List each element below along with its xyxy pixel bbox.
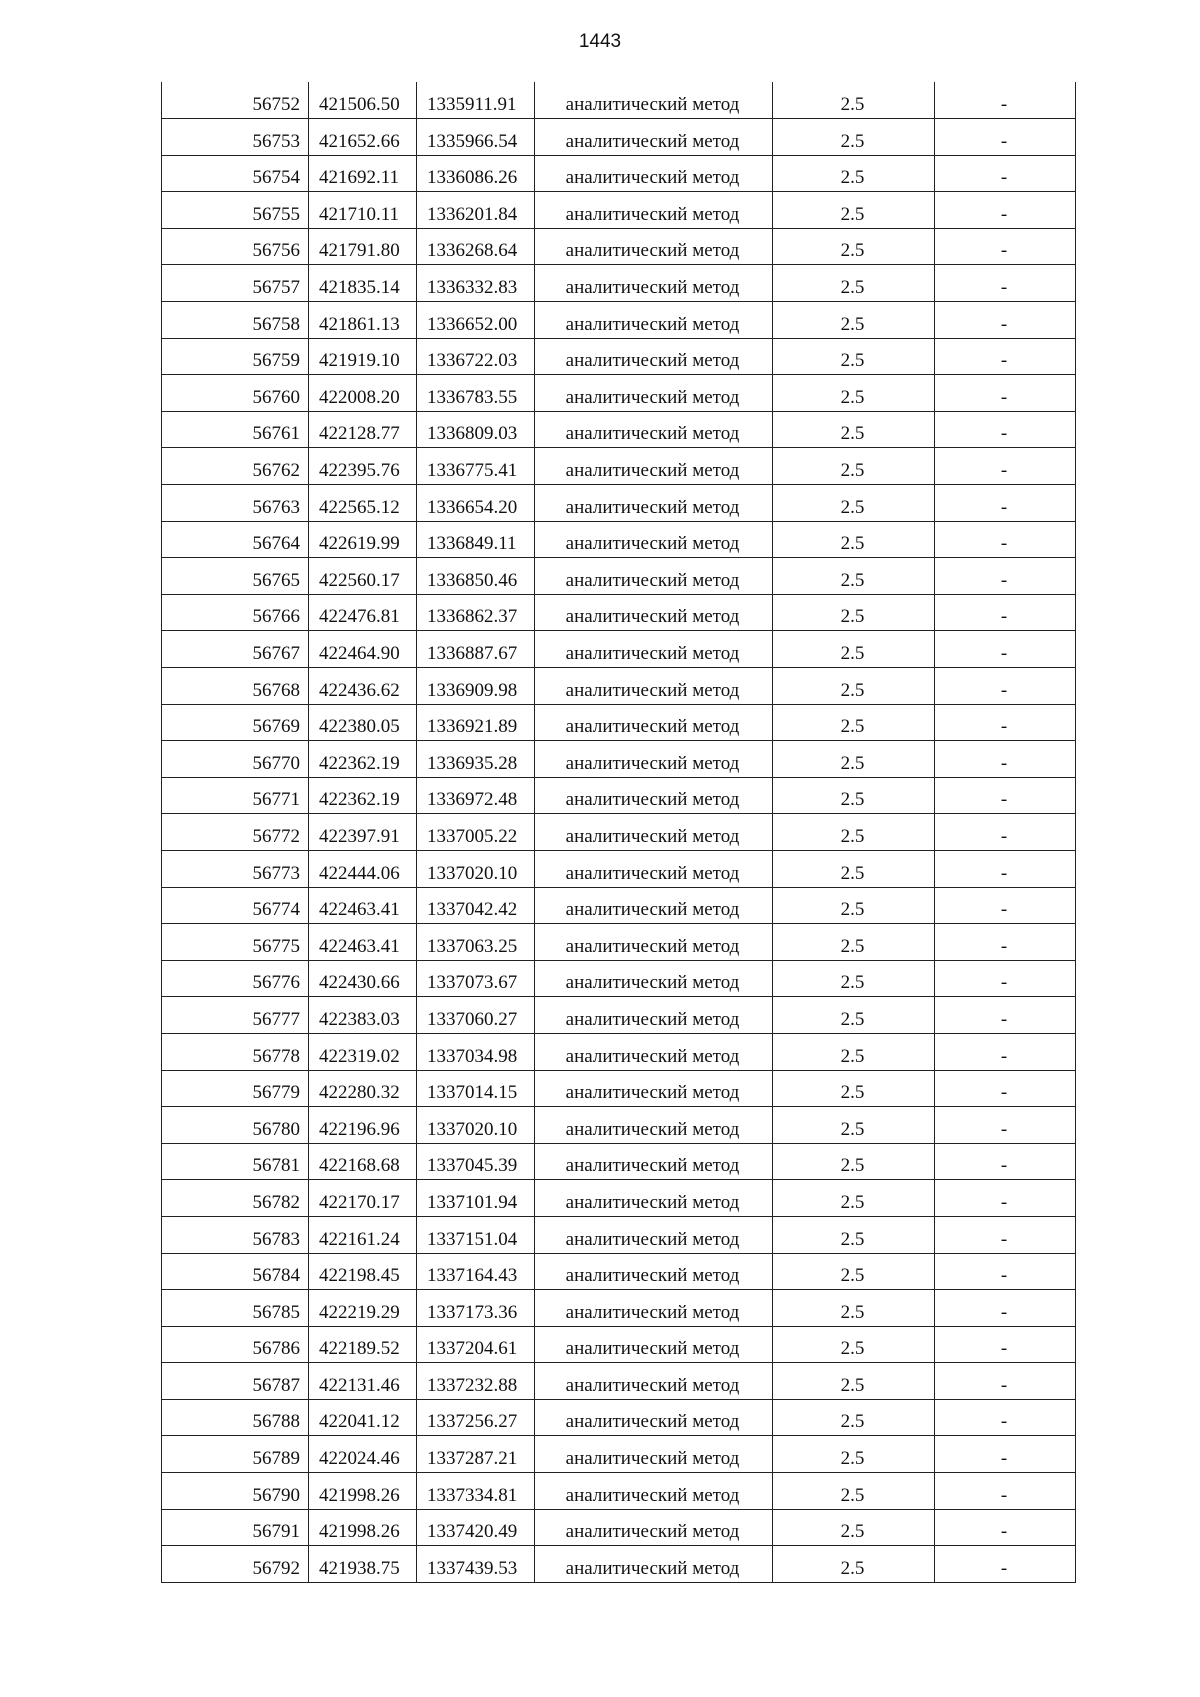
method-cell: аналитический метод [535, 594, 773, 631]
note-cell: - [935, 704, 1076, 741]
method-cell: аналитический метод [535, 1473, 773, 1510]
method-cell: аналитический метод [535, 1363, 773, 1400]
method-cell: аналитический метод [535, 155, 773, 192]
y-coordinate-cell: 1337014.15 [417, 1070, 535, 1107]
note-cell: - [935, 1326, 1076, 1363]
x-coordinate-cell: 422196.96 [309, 1107, 417, 1144]
accuracy-cell: 2.5 [773, 448, 935, 485]
point-number-cell: 56758 [162, 302, 309, 339]
x-coordinate-cell: 422008.20 [309, 375, 417, 412]
method-cell: аналитический метод [535, 375, 773, 412]
accuracy-cell: 2.5 [773, 1253, 935, 1290]
accuracy-cell: 2.5 [773, 668, 935, 705]
point-number-cell: 56765 [162, 558, 309, 595]
x-coordinate-cell: 422024.46 [309, 1436, 417, 1473]
y-coordinate-cell: 1337034.98 [417, 1033, 535, 1070]
method-cell: аналитический метод [535, 887, 773, 924]
method-cell: аналитический метод [535, 814, 773, 851]
accuracy-cell: 2.5 [773, 924, 935, 961]
note-cell: - [935, 1033, 1076, 1070]
method-cell: аналитический метод [535, 960, 773, 997]
y-coordinate-cell: 1337151.04 [417, 1216, 535, 1253]
accuracy-cell: 2.5 [773, 82, 935, 119]
point-number-cell: 56790 [162, 1473, 309, 1510]
table-row [162, 960, 1076, 997]
table-row [162, 1546, 1076, 1583]
note-cell: - [935, 155, 1076, 192]
table-row [162, 1180, 1076, 1217]
x-coordinate-cell: 422560.17 [309, 558, 417, 595]
method-cell: аналитический метод [535, 302, 773, 339]
accuracy-cell: 2.5 [773, 850, 935, 887]
point-number-cell: 56753 [162, 119, 309, 156]
x-coordinate-cell: 422219.29 [309, 1290, 417, 1327]
accuracy-cell: 2.5 [773, 411, 935, 448]
y-coordinate-cell: 1337020.10 [417, 1107, 535, 1144]
method-cell: аналитический метод [535, 1290, 773, 1327]
accuracy-cell: 2.5 [773, 814, 935, 851]
accuracy-cell: 2.5 [773, 1436, 935, 1473]
x-coordinate-cell: 422436.62 [309, 668, 417, 705]
table-row [162, 741, 1076, 778]
y-coordinate-cell: 1337045.39 [417, 1143, 535, 1180]
method-cell: аналитический метод [535, 1143, 773, 1180]
y-coordinate-cell: 1337101.94 [417, 1180, 535, 1217]
note-cell: - [935, 1509, 1076, 1546]
point-number-cell: 56761 [162, 411, 309, 448]
table-row [162, 375, 1076, 412]
point-number-cell: 56782 [162, 1180, 309, 1217]
table-row [162, 594, 1076, 631]
note-cell: - [935, 814, 1076, 851]
x-coordinate-cell: 422280.32 [309, 1070, 417, 1107]
method-cell: аналитический метод [535, 741, 773, 778]
method-cell: аналитический метод [535, 228, 773, 265]
point-number-cell: 56754 [162, 155, 309, 192]
method-cell: аналитический метод [535, 485, 773, 522]
x-coordinate-cell: 422362.19 [309, 741, 417, 778]
point-number-cell: 56772 [162, 814, 309, 851]
x-coordinate-cell: 422041.12 [309, 1399, 417, 1436]
x-coordinate-cell: 422463.41 [309, 924, 417, 961]
y-coordinate-cell: 1336201.84 [417, 192, 535, 229]
note-cell: - [935, 558, 1076, 595]
x-coordinate-cell: 421652.66 [309, 119, 417, 156]
y-coordinate-cell: 1337060.27 [417, 997, 535, 1034]
y-coordinate-cell: 1337063.25 [417, 924, 535, 961]
accuracy-cell: 2.5 [773, 302, 935, 339]
method-cell: аналитический метод [535, 192, 773, 229]
accuracy-cell: 2.5 [773, 1363, 935, 1400]
table-row [162, 1399, 1076, 1436]
y-coordinate-cell: 1337173.36 [417, 1290, 535, 1327]
y-coordinate-cell: 1336652.00 [417, 302, 535, 339]
x-coordinate-cell: 421791.80 [309, 228, 417, 265]
table-row [162, 1253, 1076, 1290]
note-cell: - [935, 338, 1076, 375]
accuracy-cell: 2.5 [773, 1033, 935, 1070]
x-coordinate-cell: 422444.06 [309, 850, 417, 887]
table-row [162, 338, 1076, 375]
note-cell: - [935, 777, 1076, 814]
note-cell: - [935, 1107, 1076, 1144]
y-coordinate-cell: 1335966.54 [417, 119, 535, 156]
method-cell: аналитический метод [535, 1070, 773, 1107]
note-cell: - [935, 1290, 1076, 1327]
accuracy-cell: 2.5 [773, 777, 935, 814]
table-row [162, 1473, 1076, 1510]
accuracy-cell: 2.5 [773, 887, 935, 924]
accuracy-cell: 2.5 [773, 741, 935, 778]
accuracy-cell: 2.5 [773, 594, 935, 631]
y-coordinate-cell: 1337256.27 [417, 1399, 535, 1436]
table-row [162, 777, 1076, 814]
method-cell: аналитический метод [535, 997, 773, 1034]
method-cell: аналитический метод [535, 411, 773, 448]
method-cell: аналитический метод [535, 1107, 773, 1144]
method-cell: аналитический метод [535, 558, 773, 595]
accuracy-cell: 2.5 [773, 1216, 935, 1253]
table-row [162, 814, 1076, 851]
accuracy-cell: 2.5 [773, 1180, 935, 1217]
point-number-cell: 56792 [162, 1546, 309, 1583]
point-number-cell: 56785 [162, 1290, 309, 1327]
x-coordinate-cell: 421861.13 [309, 302, 417, 339]
note-cell: - [935, 924, 1076, 961]
y-coordinate-cell: 1336887.67 [417, 631, 535, 668]
table-row [162, 82, 1076, 119]
point-number-cell: 56770 [162, 741, 309, 778]
note-cell: - [935, 82, 1076, 119]
accuracy-cell: 2.5 [773, 1290, 935, 1327]
table-row [162, 1436, 1076, 1473]
x-coordinate-cell: 422476.81 [309, 594, 417, 631]
method-cell: аналитический метод [535, 119, 773, 156]
method-cell: аналитический метод [535, 924, 773, 961]
y-coordinate-cell: 1336921.89 [417, 704, 535, 741]
method-cell: аналитический метод [535, 265, 773, 302]
table-row [162, 1290, 1076, 1327]
table-row [162, 521, 1076, 558]
x-coordinate-cell: 422128.77 [309, 411, 417, 448]
point-number-cell: 56769 [162, 704, 309, 741]
method-cell: аналитический метод [535, 777, 773, 814]
note-cell: - [935, 192, 1076, 229]
x-coordinate-cell: 421938.75 [309, 1546, 417, 1583]
table-row [162, 1509, 1076, 1546]
accuracy-cell: 2.5 [773, 155, 935, 192]
x-coordinate-cell: 422198.45 [309, 1253, 417, 1290]
note-cell: - [935, 302, 1076, 339]
table-row [162, 155, 1076, 192]
point-number-cell: 56789 [162, 1436, 309, 1473]
y-coordinate-cell: 1337232.88 [417, 1363, 535, 1400]
table-row [162, 924, 1076, 961]
x-coordinate-cell: 422319.02 [309, 1033, 417, 1070]
y-coordinate-cell: 1335911.91 [417, 82, 535, 119]
y-coordinate-cell: 1336972.48 [417, 777, 535, 814]
y-coordinate-cell: 1336909.98 [417, 668, 535, 705]
x-coordinate-cell: 422395.76 [309, 448, 417, 485]
table-row [162, 1363, 1076, 1400]
method-cell: аналитический метод [535, 1399, 773, 1436]
y-coordinate-cell: 1337073.67 [417, 960, 535, 997]
method-cell: аналитический метод [535, 521, 773, 558]
note-cell: - [935, 1546, 1076, 1583]
x-coordinate-cell: 422189.52 [309, 1326, 417, 1363]
x-coordinate-cell: 422464.90 [309, 631, 417, 668]
point-number-cell: 56776 [162, 960, 309, 997]
point-number-cell: 56771 [162, 777, 309, 814]
table-row [162, 887, 1076, 924]
accuracy-cell: 2.5 [773, 1143, 935, 1180]
table-row [162, 485, 1076, 522]
note-cell: - [935, 119, 1076, 156]
table-row [162, 1107, 1076, 1144]
accuracy-cell: 2.5 [773, 558, 935, 595]
method-cell: аналитический метод [535, 82, 773, 119]
x-coordinate-cell: 421835.14 [309, 265, 417, 302]
note-cell: - [935, 668, 1076, 705]
accuracy-cell: 2.5 [773, 1107, 935, 1144]
point-number-cell: 56777 [162, 997, 309, 1034]
method-cell: аналитический метод [535, 448, 773, 485]
method-cell: аналитический метод [535, 1033, 773, 1070]
point-number-cell: 56767 [162, 631, 309, 668]
y-coordinate-cell: 1336849.11 [417, 521, 535, 558]
point-number-cell: 56774 [162, 887, 309, 924]
note-cell: - [935, 228, 1076, 265]
accuracy-cell: 2.5 [773, 265, 935, 302]
y-coordinate-cell: 1337439.53 [417, 1546, 535, 1583]
point-number-cell: 56784 [162, 1253, 309, 1290]
y-coordinate-cell: 1336775.41 [417, 448, 535, 485]
table-row [162, 1070, 1076, 1107]
table-row [162, 119, 1076, 156]
point-number-cell: 56788 [162, 1399, 309, 1436]
accuracy-cell: 2.5 [773, 997, 935, 1034]
note-cell: - [935, 448, 1076, 485]
y-coordinate-cell: 1337005.22 [417, 814, 535, 851]
table-row [162, 850, 1076, 887]
note-cell: - [935, 1473, 1076, 1510]
accuracy-cell: 2.5 [773, 521, 935, 558]
table-row [162, 411, 1076, 448]
y-coordinate-cell: 1336850.46 [417, 558, 535, 595]
x-coordinate-cell: 421506.50 [309, 82, 417, 119]
point-number-cell: 56766 [162, 594, 309, 631]
y-coordinate-cell: 1337164.43 [417, 1253, 535, 1290]
point-number-cell: 56778 [162, 1033, 309, 1070]
point-number-cell: 56760 [162, 375, 309, 412]
table-row [162, 192, 1076, 229]
y-coordinate-cell: 1337420.49 [417, 1509, 535, 1546]
note-cell: - [935, 850, 1076, 887]
table-row [162, 668, 1076, 705]
point-number-cell: 56783 [162, 1216, 309, 1253]
accuracy-cell: 2.5 [773, 1473, 935, 1510]
accuracy-cell: 2.5 [773, 1399, 935, 1436]
y-coordinate-cell: 1336783.55 [417, 375, 535, 412]
accuracy-cell: 2.5 [773, 1070, 935, 1107]
page-number: 1443 [578, 31, 622, 52]
method-cell: аналитический метод [535, 1546, 773, 1583]
method-cell: аналитический метод [535, 668, 773, 705]
method-cell: аналитический метод [535, 704, 773, 741]
point-number-cell: 56764 [162, 521, 309, 558]
method-cell: аналитический метод [535, 1180, 773, 1217]
x-coordinate-cell: 422380.05 [309, 704, 417, 741]
method-cell: аналитический метод [535, 1509, 773, 1546]
note-cell: - [935, 594, 1076, 631]
point-number-cell: 56768 [162, 668, 309, 705]
note-cell: - [935, 1253, 1076, 1290]
x-coordinate-cell: 421692.11 [309, 155, 417, 192]
point-number-cell: 56755 [162, 192, 309, 229]
point-number-cell: 56775 [162, 924, 309, 961]
note-cell: - [935, 887, 1076, 924]
accuracy-cell: 2.5 [773, 631, 935, 668]
accuracy-cell: 2.5 [773, 485, 935, 522]
accuracy-cell: 2.5 [773, 192, 935, 229]
note-cell: - [935, 485, 1076, 522]
table-row [162, 1033, 1076, 1070]
point-number-cell: 56786 [162, 1326, 309, 1363]
point-number-cell: 56791 [162, 1509, 309, 1546]
table-row [162, 1216, 1076, 1253]
y-coordinate-cell: 1336862.37 [417, 594, 535, 631]
x-coordinate-cell: 421998.26 [309, 1473, 417, 1510]
x-coordinate-cell: 422170.17 [309, 1180, 417, 1217]
point-number-cell: 56759 [162, 338, 309, 375]
y-coordinate-cell: 1337287.21 [417, 1436, 535, 1473]
point-number-cell: 56781 [162, 1143, 309, 1180]
method-cell: аналитический метод [535, 1216, 773, 1253]
x-coordinate-cell: 422463.41 [309, 887, 417, 924]
y-coordinate-cell: 1336268.64 [417, 228, 535, 265]
y-coordinate-cell: 1336935.28 [417, 741, 535, 778]
x-coordinate-cell: 422161.24 [309, 1216, 417, 1253]
point-number-cell: 56757 [162, 265, 309, 302]
method-cell: аналитический метод [535, 338, 773, 375]
y-coordinate-cell: 1337334.81 [417, 1473, 535, 1510]
accuracy-cell: 2.5 [773, 119, 935, 156]
table-row [162, 1326, 1076, 1363]
x-coordinate-cell: 422619.99 [309, 521, 417, 558]
note-cell: - [935, 265, 1076, 302]
y-coordinate-cell: 1336809.03 [417, 411, 535, 448]
y-coordinate-cell: 1337204.61 [417, 1326, 535, 1363]
table-row [162, 265, 1076, 302]
table-row [162, 302, 1076, 339]
note-cell: - [935, 1070, 1076, 1107]
y-coordinate-cell: 1336654.20 [417, 485, 535, 522]
table-row [162, 704, 1076, 741]
table-row [162, 228, 1076, 265]
x-coordinate-cell: 422362.19 [309, 777, 417, 814]
note-cell: - [935, 1143, 1076, 1180]
method-cell: аналитический метод [535, 1253, 773, 1290]
x-coordinate-cell: 421919.10 [309, 338, 417, 375]
point-number-cell: 56763 [162, 485, 309, 522]
table-row [162, 631, 1076, 668]
accuracy-cell: 2.5 [773, 704, 935, 741]
accuracy-cell: 2.5 [773, 375, 935, 412]
note-cell: - [935, 631, 1076, 668]
accuracy-cell: 2.5 [773, 1546, 935, 1583]
accuracy-cell: 2.5 [773, 338, 935, 375]
accuracy-cell: 2.5 [773, 1509, 935, 1546]
point-number-cell: 56780 [162, 1107, 309, 1144]
method-cell: аналитический метод [535, 1326, 773, 1363]
note-cell: - [935, 521, 1076, 558]
note-cell: - [935, 1180, 1076, 1217]
y-coordinate-cell: 1336332.83 [417, 265, 535, 302]
note-cell: - [935, 375, 1076, 412]
x-coordinate-cell: 422131.46 [309, 1363, 417, 1400]
y-coordinate-cell: 1337020.10 [417, 850, 535, 887]
note-cell: - [935, 960, 1076, 997]
table-row [162, 1143, 1076, 1180]
x-coordinate-cell: 422430.66 [309, 960, 417, 997]
note-cell: - [935, 411, 1076, 448]
note-cell: - [935, 1436, 1076, 1473]
x-coordinate-cell: 422383.03 [309, 997, 417, 1034]
point-number-cell: 56779 [162, 1070, 309, 1107]
accuracy-cell: 2.5 [773, 960, 935, 997]
note-cell: - [935, 1399, 1076, 1436]
coordinates-table-body [162, 82, 1076, 1582]
point-number-cell: 56752 [162, 82, 309, 119]
x-coordinate-cell: 422397.91 [309, 814, 417, 851]
method-cell: аналитический метод [535, 1436, 773, 1473]
accuracy-cell: 2.5 [773, 228, 935, 265]
x-coordinate-cell: 422168.68 [309, 1143, 417, 1180]
y-coordinate-cell: 1336722.03 [417, 338, 535, 375]
accuracy-cell: 2.5 [773, 1326, 935, 1363]
point-number-cell: 56756 [162, 228, 309, 265]
point-number-cell: 56762 [162, 448, 309, 485]
x-coordinate-cell: 421998.26 [309, 1509, 417, 1546]
note-cell: - [935, 997, 1076, 1034]
note-cell: - [935, 741, 1076, 778]
method-cell: аналитический метод [535, 631, 773, 668]
point-number-cell: 56787 [162, 1363, 309, 1400]
x-coordinate-cell: 421710.11 [309, 192, 417, 229]
table-row [162, 448, 1076, 485]
coordinates-table [161, 82, 1076, 1583]
note-cell: - [935, 1216, 1076, 1253]
y-coordinate-cell: 1337042.42 [417, 887, 535, 924]
y-coordinate-cell: 1336086.26 [417, 155, 535, 192]
x-coordinate-cell: 422565.12 [309, 485, 417, 522]
table-row [162, 997, 1076, 1034]
note-cell: - [935, 1363, 1076, 1400]
method-cell: аналитический метод [535, 850, 773, 887]
point-number-cell: 56773 [162, 850, 309, 887]
table-row [162, 558, 1076, 595]
